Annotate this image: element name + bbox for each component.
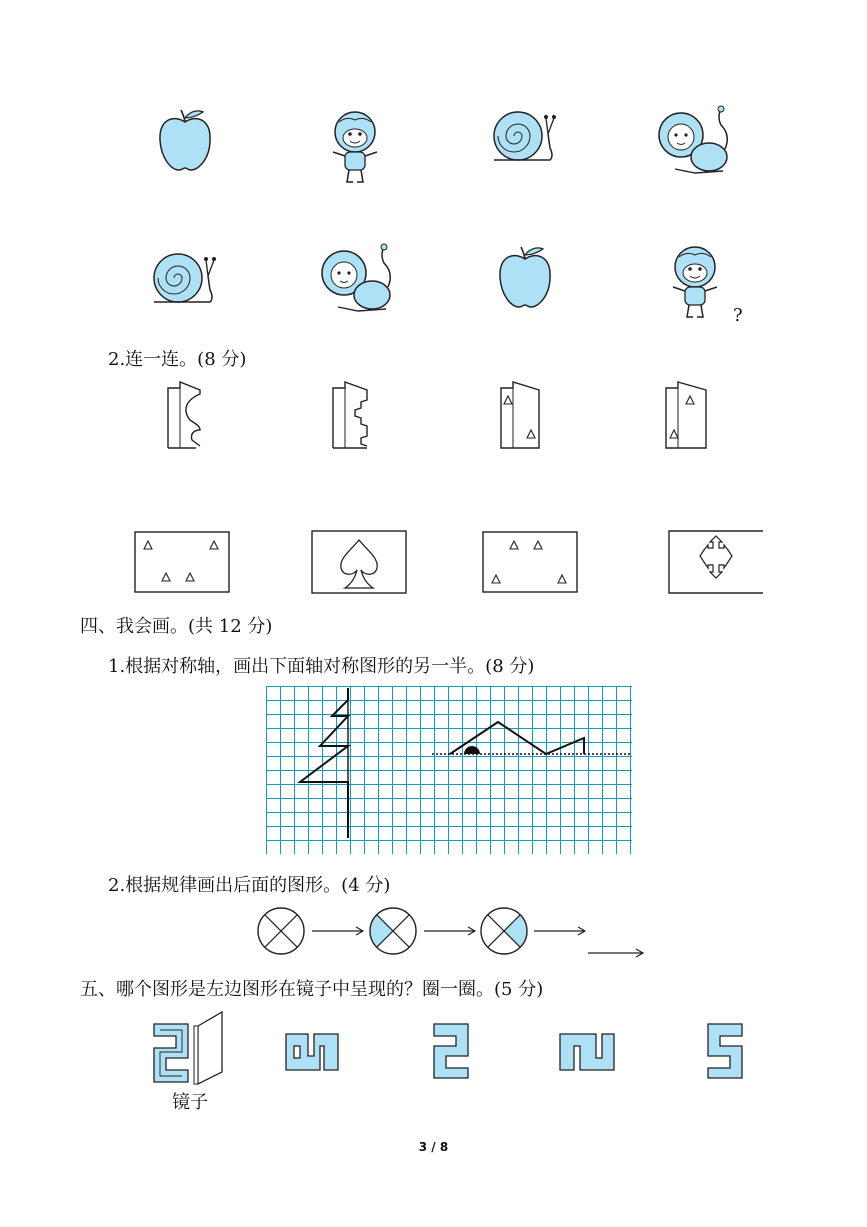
- pattern-circle-1: [258, 908, 304, 954]
- semicircle-shape: [464, 746, 480, 754]
- snail-icon: [150, 250, 220, 312]
- mirror-icon: [192, 1010, 228, 1086]
- answer-blank-line: [588, 949, 643, 957]
- arrow-2: [424, 927, 475, 935]
- section4-title: 四、我会画。(共 12 分): [80, 616, 273, 637]
- original-figure-2: [152, 1022, 194, 1084]
- unfolded-four-triangles-b[interactable]: [482, 531, 578, 593]
- lion-icon: [318, 243, 398, 317]
- folded-paper-zigzag[interactable]: [325, 380, 385, 450]
- q4-1-title: 1.根据对称轴，画出下面轴对称图形的另一半。(8 分): [108, 656, 535, 677]
- q2-title: 2.连一连。(8 分): [108, 349, 247, 370]
- rotation-pattern: [254, 905, 646, 961]
- snail-icon: [490, 108, 560, 170]
- arrow-3: [534, 927, 585, 935]
- option-figure-b[interactable]: [432, 1022, 470, 1080]
- arrow-1: [312, 927, 363, 935]
- unfolded-four-triangles[interactable]: [134, 531, 230, 593]
- q4-2-title: 2.根据规律画出后面的图形。(4 分): [108, 875, 391, 896]
- tree-half-shape: [300, 688, 348, 838]
- page-number: 3 / 8: [418, 1140, 449, 1154]
- unfolded-cross-arrows[interactable]: [668, 530, 764, 594]
- folded-paper-triangles-b[interactable]: [660, 380, 720, 450]
- pattern-circle-2: [370, 908, 416, 954]
- drawing-grid[interactable]: [266, 686, 632, 854]
- option-figure-a[interactable]: [284, 1032, 340, 1072]
- mirror-label: 镜子: [172, 1092, 208, 1113]
- section5-title: 五、哪个图形是左边图形在镜子中呈现的？圈一圈。(5 分): [80, 979, 544, 1000]
- lion-icon: [655, 105, 735, 179]
- folded-paper-curve[interactable]: [160, 380, 220, 450]
- apple-icon: [155, 108, 215, 174]
- monkey-icon: [665, 243, 725, 321]
- option-figure-c[interactable]: [558, 1032, 616, 1072]
- monkey-icon: [325, 108, 385, 186]
- pattern-circle-3: [481, 908, 527, 954]
- option-figure-d[interactable]: [706, 1022, 744, 1080]
- unfolded-spade[interactable]: [311, 530, 407, 594]
- apple-icon: [495, 245, 555, 311]
- folded-paper-triangles-a[interactable]: [495, 380, 555, 450]
- question-mark: ?: [733, 305, 743, 326]
